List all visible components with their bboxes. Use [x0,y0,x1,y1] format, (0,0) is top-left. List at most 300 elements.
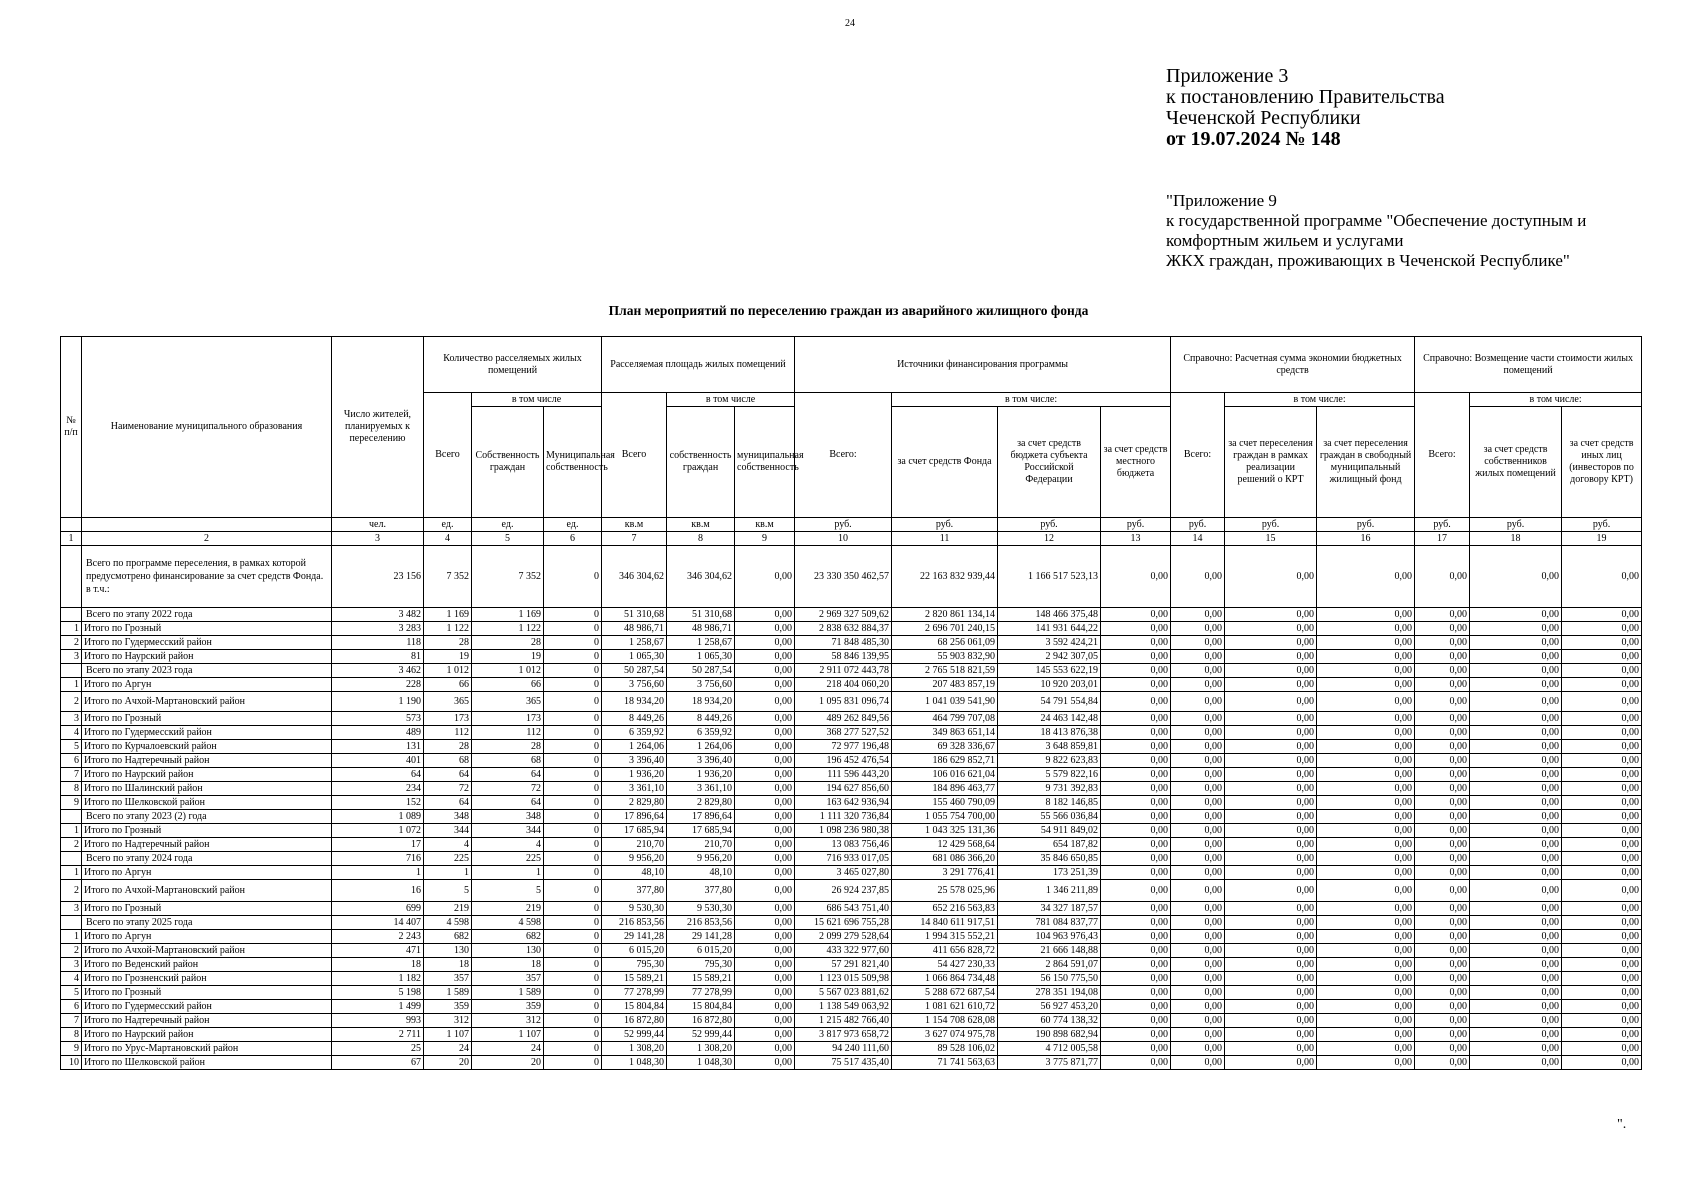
cell-reimb-investors: 0,00 [1562,1028,1642,1042]
cell-premises-total: 24 [424,1042,472,1056]
cell-savings-krt: 0,00 [1225,1000,1317,1014]
cell-finance-local: 0,00 [1101,768,1171,782]
cell-premises-municipal: 0 [544,768,602,782]
cell-num [61,916,82,930]
cell-finance-subject: 173 251,39 [998,866,1101,880]
cell-savings-krt: 0,00 [1225,1028,1317,1042]
cell-num: 2 [61,838,82,852]
cell-area-own: 51 310,68 [667,608,735,622]
unit-6: ед. [544,518,602,532]
header-area-own: собственность граждан [667,407,735,518]
cell-finance-fund: 2 820 861 134,14 [892,608,998,622]
cell-residents: 1 182 [332,972,424,986]
cell-savings-free-fund: 0,00 [1317,636,1415,650]
cell-savings-krt: 0,00 [1225,866,1317,880]
appendix9-line-4: ЖКХ граждан, проживающих в Чеченской Республике" [1166,251,1570,270]
cell-area-total: 52 999,44 [602,1028,667,1042]
cell-premises-own: 68 [472,754,544,768]
header-premises-group: Количество расселяемых жилых помещений [424,337,602,393]
cell-premises-total: 64 [424,768,472,782]
cell-area-own: 9 530,30 [667,902,735,916]
cell-savings-krt: 0,00 [1225,692,1317,712]
cell-residents: 1 190 [332,692,424,712]
cell-residents: 1 089 [332,810,424,824]
cell-reimb-total: 0,00 [1415,916,1470,930]
cell-finance-fund: 349 863 651,14 [892,726,998,740]
cell-reimb-investors: 0,00 [1562,692,1642,712]
cell-premises-own: 64 [472,796,544,810]
cell-savings-krt: 0,00 [1225,608,1317,622]
cell-area-municipal: 0,00 [735,754,795,768]
unit-15: руб. [1225,518,1317,532]
cell-premises-own: 312 [472,1014,544,1028]
cell-residents: 5 198 [332,986,424,1000]
cell-reimb-investors: 0,00 [1562,866,1642,880]
cell-reimb-investors: 0,00 [1562,1056,1642,1070]
cell-area-total: 9 530,30 [602,902,667,916]
cell-reimb-total: 0,00 [1415,636,1470,650]
cell-premises-total: 225 [424,852,472,866]
cell-savings-krt: 0,00 [1225,678,1317,692]
table-row [61,1042,1642,1056]
cell-finance-fund: 186 629 852,71 [892,754,998,768]
unit-12: руб. [998,518,1101,532]
cell-savings-free-fund: 0,00 [1317,692,1415,712]
table-row [61,838,1642,852]
cell-premises-municipal: 0 [544,880,602,902]
cell-finance-local: 0,00 [1101,782,1171,796]
cell-area-municipal: 0,00 [735,726,795,740]
cell-area-municipal: 0,00 [735,692,795,712]
cell-reimb-investors: 0,00 [1562,824,1642,838]
cell-finance-subject: 3 775 871,77 [998,1056,1101,1070]
cell-premises-municipal: 0 [544,754,602,768]
cell-premises-municipal: 0 [544,782,602,796]
cell-savings-free-fund: 0,00 [1317,796,1415,810]
cell-finance-total: 2 099 279 528,64 [795,930,892,944]
cell-premises-own: 1 169 [472,608,544,622]
cell-reimb-owners: 0,00 [1470,810,1562,824]
cell-premises-total: 682 [424,930,472,944]
cell-residents: 3 283 [332,622,424,636]
cell-premises-municipal: 0 [544,1000,602,1014]
cell-num [61,608,82,622]
cell-reimb-total: 0,00 [1415,650,1470,664]
cell-finance-total: 489 262 849,56 [795,712,892,726]
cell-reimb-total: 0,00 [1415,866,1470,880]
table-row [61,1014,1642,1028]
cell-savings-total: 0,00 [1171,866,1225,880]
cell-savings-free-fund: 0,00 [1317,880,1415,902]
cell-finance-fund: 69 328 336,67 [892,740,998,754]
cell-premises-municipal: 0 [544,824,602,838]
cell-savings-free-fund: 0,00 [1317,852,1415,866]
header-subject-budget: за счет средств бюджета субъекта Российской Федерации [998,407,1101,518]
table-row [61,664,1642,678]
cell-savings-krt: 0,00 [1225,622,1317,636]
cell-reimb-owners: 0,00 [1470,1000,1562,1014]
cell-area-municipal: 0,00 [735,824,795,838]
cell-premises-own: 4 598 [472,916,544,930]
appendix9-header [1166,191,1586,271]
cell-residents: 118 [332,636,424,650]
header-reimbursement-group: Справочно: Возмещение части стоимости жилых помещений [1415,337,1642,393]
header-krt: за счет переселения граждан в рамках реализации решений о КРТ [1225,407,1317,518]
header-savings-group: Справочно: Расчетная сумма экономии бюджетных средств [1171,337,1415,393]
cell-finance-fund: 22 163 832 939,44 [892,546,998,608]
header-premises-municipal: Муниципальная собственность [544,407,602,518]
cell-num: 2 [61,880,82,902]
cell-finance-total: 75 517 435,40 [795,1056,892,1070]
header-savings-total: Всего: [1171,393,1225,518]
cell-residents: 25 [332,1042,424,1056]
cell-name: Итого по Аргун [82,866,332,880]
cell-finance-total: 3 465 027,80 [795,866,892,880]
cell-reimb-total: 0,00 [1415,712,1470,726]
cell-premises-own: 1 122 [472,622,544,636]
cell-finance-total: 15 621 696 755,28 [795,916,892,930]
cell-savings-krt: 0,00 [1225,880,1317,902]
cell-finance-subject: 9 731 392,83 [998,782,1101,796]
cell-area-own: 1 936,20 [667,768,735,782]
cell-finance-subject: 3 648 859,81 [998,740,1101,754]
cell-name: Итого по Аргун [82,930,332,944]
cell-savings-free-fund: 0,00 [1317,944,1415,958]
cell-reimb-total: 0,00 [1415,796,1470,810]
cell-area-total: 1 258,67 [602,636,667,650]
cell-name: Итого по Шалинский район [82,782,332,796]
table-row [61,1000,1642,1014]
cell-reimb-investors: 0,00 [1562,636,1642,650]
cell-reimb-owners: 0,00 [1470,852,1562,866]
cell-reimb-total: 0,00 [1415,546,1470,608]
cell-name: Итого по Грозный [82,712,332,726]
cell-savings-krt: 0,00 [1225,782,1317,796]
cell-premises-total: 348 [424,810,472,824]
cell-finance-local: 0,00 [1101,866,1171,880]
cell-name: Итого по Наурский район [82,650,332,664]
header-premises-own: Собственность граждан [472,407,544,518]
cell-num: 2 [61,636,82,650]
cell-reimb-investors: 0,00 [1562,768,1642,782]
cell-finance-local: 0,00 [1101,608,1171,622]
cell-finance-subject: 34 327 187,57 [998,902,1101,916]
cell-finance-subject: 54 791 554,84 [998,692,1101,712]
header-finance-total: Всего: [795,393,892,518]
header-investors: за счет средств иных лиц (инвесторов по договору КРТ) [1562,407,1642,518]
cell-premises-municipal: 0 [544,944,602,958]
cell-area-total: 795,30 [602,958,667,972]
cell-finance-subject: 2 942 307,05 [998,650,1101,664]
cell-area-total: 216 853,56 [602,916,667,930]
colnum-2: 2 [82,532,332,546]
cell-finance-subject: 148 466 375,48 [998,608,1101,622]
cell-reimb-total: 0,00 [1415,740,1470,754]
colnum-15: 15 [1225,532,1317,546]
cell-premises-total: 359 [424,1000,472,1014]
cell-savings-krt: 0,00 [1225,824,1317,838]
column-number-row-group [61,532,1642,546]
cell-finance-fund: 55 903 832,90 [892,650,998,664]
cell-num: 2 [61,944,82,958]
cell-finance-total: 218 404 060,20 [795,678,892,692]
cell-area-total: 3 396,40 [602,754,667,768]
unit-11: руб. [892,518,998,532]
cell-finance-local: 0,00 [1101,754,1171,768]
cell-area-own: 77 278,99 [667,986,735,1000]
cell-area-own: 9 956,20 [667,852,735,866]
cell-premises-own: 173 [472,712,544,726]
cell-area-total: 48,10 [602,866,667,880]
cell-savings-total: 0,00 [1171,958,1225,972]
cell-finance-total: 163 642 936,94 [795,796,892,810]
cell-num: 1 [61,866,82,880]
cell-finance-fund: 2 696 701 240,15 [892,622,998,636]
cell-savings-krt: 0,00 [1225,1014,1317,1028]
cell-finance-local: 0,00 [1101,650,1171,664]
cell-premises-municipal: 0 [544,866,602,880]
cell-area-own: 3 756,60 [667,678,735,692]
cell-premises-own: 1 107 [472,1028,544,1042]
cell-area-municipal: 0,00 [735,944,795,958]
cell-finance-local: 0,00 [1101,972,1171,986]
cell-area-own: 48 986,71 [667,622,735,636]
cell-savings-free-fund: 0,00 [1317,972,1415,986]
cell-reimb-owners: 0,00 [1470,546,1562,608]
cell-savings-free-fund: 0,00 [1317,782,1415,796]
cell-num: 3 [61,958,82,972]
cell-reimb-investors: 0,00 [1562,608,1642,622]
cell-finance-total: 433 322 977,60 [795,944,892,958]
cell-premises-total: 1 107 [424,1028,472,1042]
colnum-4: 4 [424,532,472,546]
cell-name: Итого по Наурский район [82,1028,332,1042]
table-row [61,824,1642,838]
cell-premises-municipal: 0 [544,916,602,930]
cell-area-municipal: 0,00 [735,740,795,754]
cell-finance-subject: 781 084 837,77 [998,916,1101,930]
cell-area-total: 29 141,28 [602,930,667,944]
cell-savings-free-fund: 0,00 [1317,810,1415,824]
cell-area-municipal: 0,00 [735,958,795,972]
cell-name: Итого по Гудермесский район [82,1000,332,1014]
cell-savings-krt: 0,00 [1225,712,1317,726]
table-row [61,678,1642,692]
cell-premises-total: 72 [424,782,472,796]
cell-residents: 2 243 [332,930,424,944]
cell-area-municipal: 0,00 [735,678,795,692]
cell-finance-fund: 1 066 864 734,48 [892,972,998,986]
cell-reimb-total: 0,00 [1415,608,1470,622]
cell-savings-total: 0,00 [1171,782,1225,796]
cell-savings-total: 0,00 [1171,916,1225,930]
cell-premises-own: 225 [472,852,544,866]
cell-premises-own: 64 [472,768,544,782]
table-row [61,1056,1642,1070]
cell-finance-fund: 1 043 325 131,36 [892,824,998,838]
cell-savings-total: 0,00 [1171,726,1225,740]
cell-premises-municipal: 0 [544,852,602,866]
cell-savings-total: 0,00 [1171,944,1225,958]
cell-area-own: 17 685,94 [667,824,735,838]
colnum-19: 19 [1562,532,1642,546]
cell-savings-total: 0,00 [1171,880,1225,902]
cell-num: 1 [61,622,82,636]
table-row [61,768,1642,782]
cell-savings-total: 0,00 [1171,636,1225,650]
cell-premises-own: 72 [472,782,544,796]
table-row [61,902,1642,916]
cell-savings-total: 0,00 [1171,986,1225,1000]
appendix-line-3: Чеченской Республики [1166,107,1361,129]
cell-finance-fund: 411 656 828,72 [892,944,998,958]
cell-finance-total: 1 095 831 096,74 [795,692,892,712]
document-title: План мероприятий по переселению граждан из аварийного жилищного фонда [608,303,1089,318]
cell-reimb-investors: 0,00 [1562,1042,1642,1056]
colnum-6: 6 [544,532,602,546]
cell-reimb-total: 0,00 [1415,1042,1470,1056]
cell-area-municipal: 0,00 [735,664,795,678]
table-row [61,972,1642,986]
cell-premises-own: 1 [472,866,544,880]
cell-num: 7 [61,1014,82,1028]
cell-finance-local: 0,00 [1101,712,1171,726]
cell-finance-fund: 1 994 315 552,21 [892,930,998,944]
cell-area-municipal: 0,00 [735,546,795,608]
appendix-line-2: к постановлению Правительства [1166,86,1445,108]
cell-residents: 67 [332,1056,424,1070]
cell-premises-total: 219 [424,902,472,916]
cell-reimb-total: 0,00 [1415,768,1470,782]
cell-savings-free-fund: 0,00 [1317,664,1415,678]
cell-num: 5 [61,740,82,754]
cell-num [61,852,82,866]
cell-finance-subject: 3 592 424,21 [998,636,1101,650]
cell-finance-fund: 12 429 568,64 [892,838,998,852]
cell-finance-total: 196 452 476,54 [795,754,892,768]
cell-savings-total: 0,00 [1171,930,1225,944]
cell-area-municipal: 0,00 [735,902,795,916]
cell-savings-free-fund: 0,00 [1317,608,1415,622]
cell-reimb-owners: 0,00 [1470,838,1562,852]
appendix9-line-1: "Приложение 9 [1166,191,1277,210]
cell-name: Итого по Гудермесский район [82,636,332,650]
cell-finance-local: 0,00 [1101,636,1171,650]
cell-residents: 64 [332,768,424,782]
cell-area-own: 50 287,54 [667,664,735,678]
colnum-11: 11 [892,532,998,546]
cell-area-municipal: 0,00 [735,1042,795,1056]
cell-premises-municipal: 0 [544,1014,602,1028]
cell-area-own: 8 449,26 [667,712,735,726]
cell-residents: 3 482 [332,608,424,622]
cell-savings-free-fund: 0,00 [1317,546,1415,608]
cell-reimb-investors: 0,00 [1562,754,1642,768]
appendix9-line-3: комфортным жильем и услугами [1166,231,1404,250]
cell-finance-subject: 278 351 194,08 [998,986,1101,1000]
cell-reimb-total: 0,00 [1415,958,1470,972]
cell-savings-free-fund: 0,00 [1317,1000,1415,1014]
cell-finance-total: 1 215 482 766,40 [795,1014,892,1028]
cell-savings-free-fund: 0,00 [1317,622,1415,636]
cell-reimb-total: 0,00 [1415,1056,1470,1070]
cell-reimb-owners: 0,00 [1470,712,1562,726]
page-number: 24 [845,18,855,29]
cell-premises-own: 112 [472,726,544,740]
cell-savings-total: 0,00 [1171,838,1225,852]
cell-area-municipal: 0,00 [735,712,795,726]
cell-reimb-investors: 0,00 [1562,852,1642,866]
appendix-date-number: от 19.07.2024 № 148 [1166,128,1341,150]
cell-finance-local: 0,00 [1101,740,1171,754]
cell-reimb-owners: 0,00 [1470,1042,1562,1056]
cell-savings-krt: 0,00 [1225,958,1317,972]
cell-premises-own: 682 [472,930,544,944]
cell-area-total: 346 304,62 [602,546,667,608]
cell-area-own: 795,30 [667,958,735,972]
cell-finance-total: 1 098 236 980,38 [795,824,892,838]
cell-finance-fund: 89 528 106,02 [892,1042,998,1056]
unit-17: руб. [1415,518,1470,532]
cell-reimb-owners: 0,00 [1470,678,1562,692]
unit-10: руб. [795,518,892,532]
cell-premises-total: 344 [424,824,472,838]
data-rows [61,546,1642,1070]
unit-5: ед. [472,518,544,532]
cell-finance-local: 0,00 [1101,796,1171,810]
cell-savings-total: 0,00 [1171,546,1225,608]
cell-premises-own: 28 [472,740,544,754]
cell-name: Итого по Грозный [82,986,332,1000]
cell-finance-local: 0,00 [1101,902,1171,916]
cell-reimb-total: 0,00 [1415,782,1470,796]
cell-premises-total: 312 [424,1014,472,1028]
cell-premises-own: 1 589 [472,986,544,1000]
cell-name: Всего по этапу 2023 года [82,664,332,678]
cell-area-total: 3 756,60 [602,678,667,692]
cell-premises-own: 19 [472,650,544,664]
cell-area-own: 2 829,80 [667,796,735,810]
cell-area-municipal: 0,00 [735,782,795,796]
cell-finance-fund: 68 256 061,09 [892,636,998,650]
cell-premises-total: 365 [424,692,472,712]
cell-name: Итого по Наурский район [82,768,332,782]
colnum-8: 8 [667,532,735,546]
cell-premises-total: 1 122 [424,622,472,636]
cell-savings-krt: 0,00 [1225,986,1317,1000]
unit-3: чел. [332,518,424,532]
table-row [61,608,1642,622]
cell-premises-total: 112 [424,726,472,740]
cell-finance-total: 194 627 856,60 [795,782,892,796]
cell-reimb-owners: 0,00 [1470,958,1562,972]
table-row [61,796,1642,810]
cell-area-own: 346 304,62 [667,546,735,608]
cell-finance-local: 0,00 [1101,726,1171,740]
cell-premises-municipal: 0 [544,838,602,852]
header-fund: за счет средств Фонда [892,407,998,518]
cell-finance-total: 71 848 485,30 [795,636,892,650]
cell-reimb-investors: 0,00 [1562,678,1642,692]
cell-reimb-investors: 0,00 [1562,930,1642,944]
cell-area-total: 2 829,80 [602,796,667,810]
cell-name: Всего по этапу 2022 года [82,608,332,622]
cell-area-own: 377,80 [667,880,735,902]
cell-finance-subject: 654 187,82 [998,838,1101,852]
cell-premises-municipal: 0 [544,726,602,740]
cell-finance-local: 0,00 [1101,880,1171,902]
cell-premises-own: 219 [472,902,544,916]
